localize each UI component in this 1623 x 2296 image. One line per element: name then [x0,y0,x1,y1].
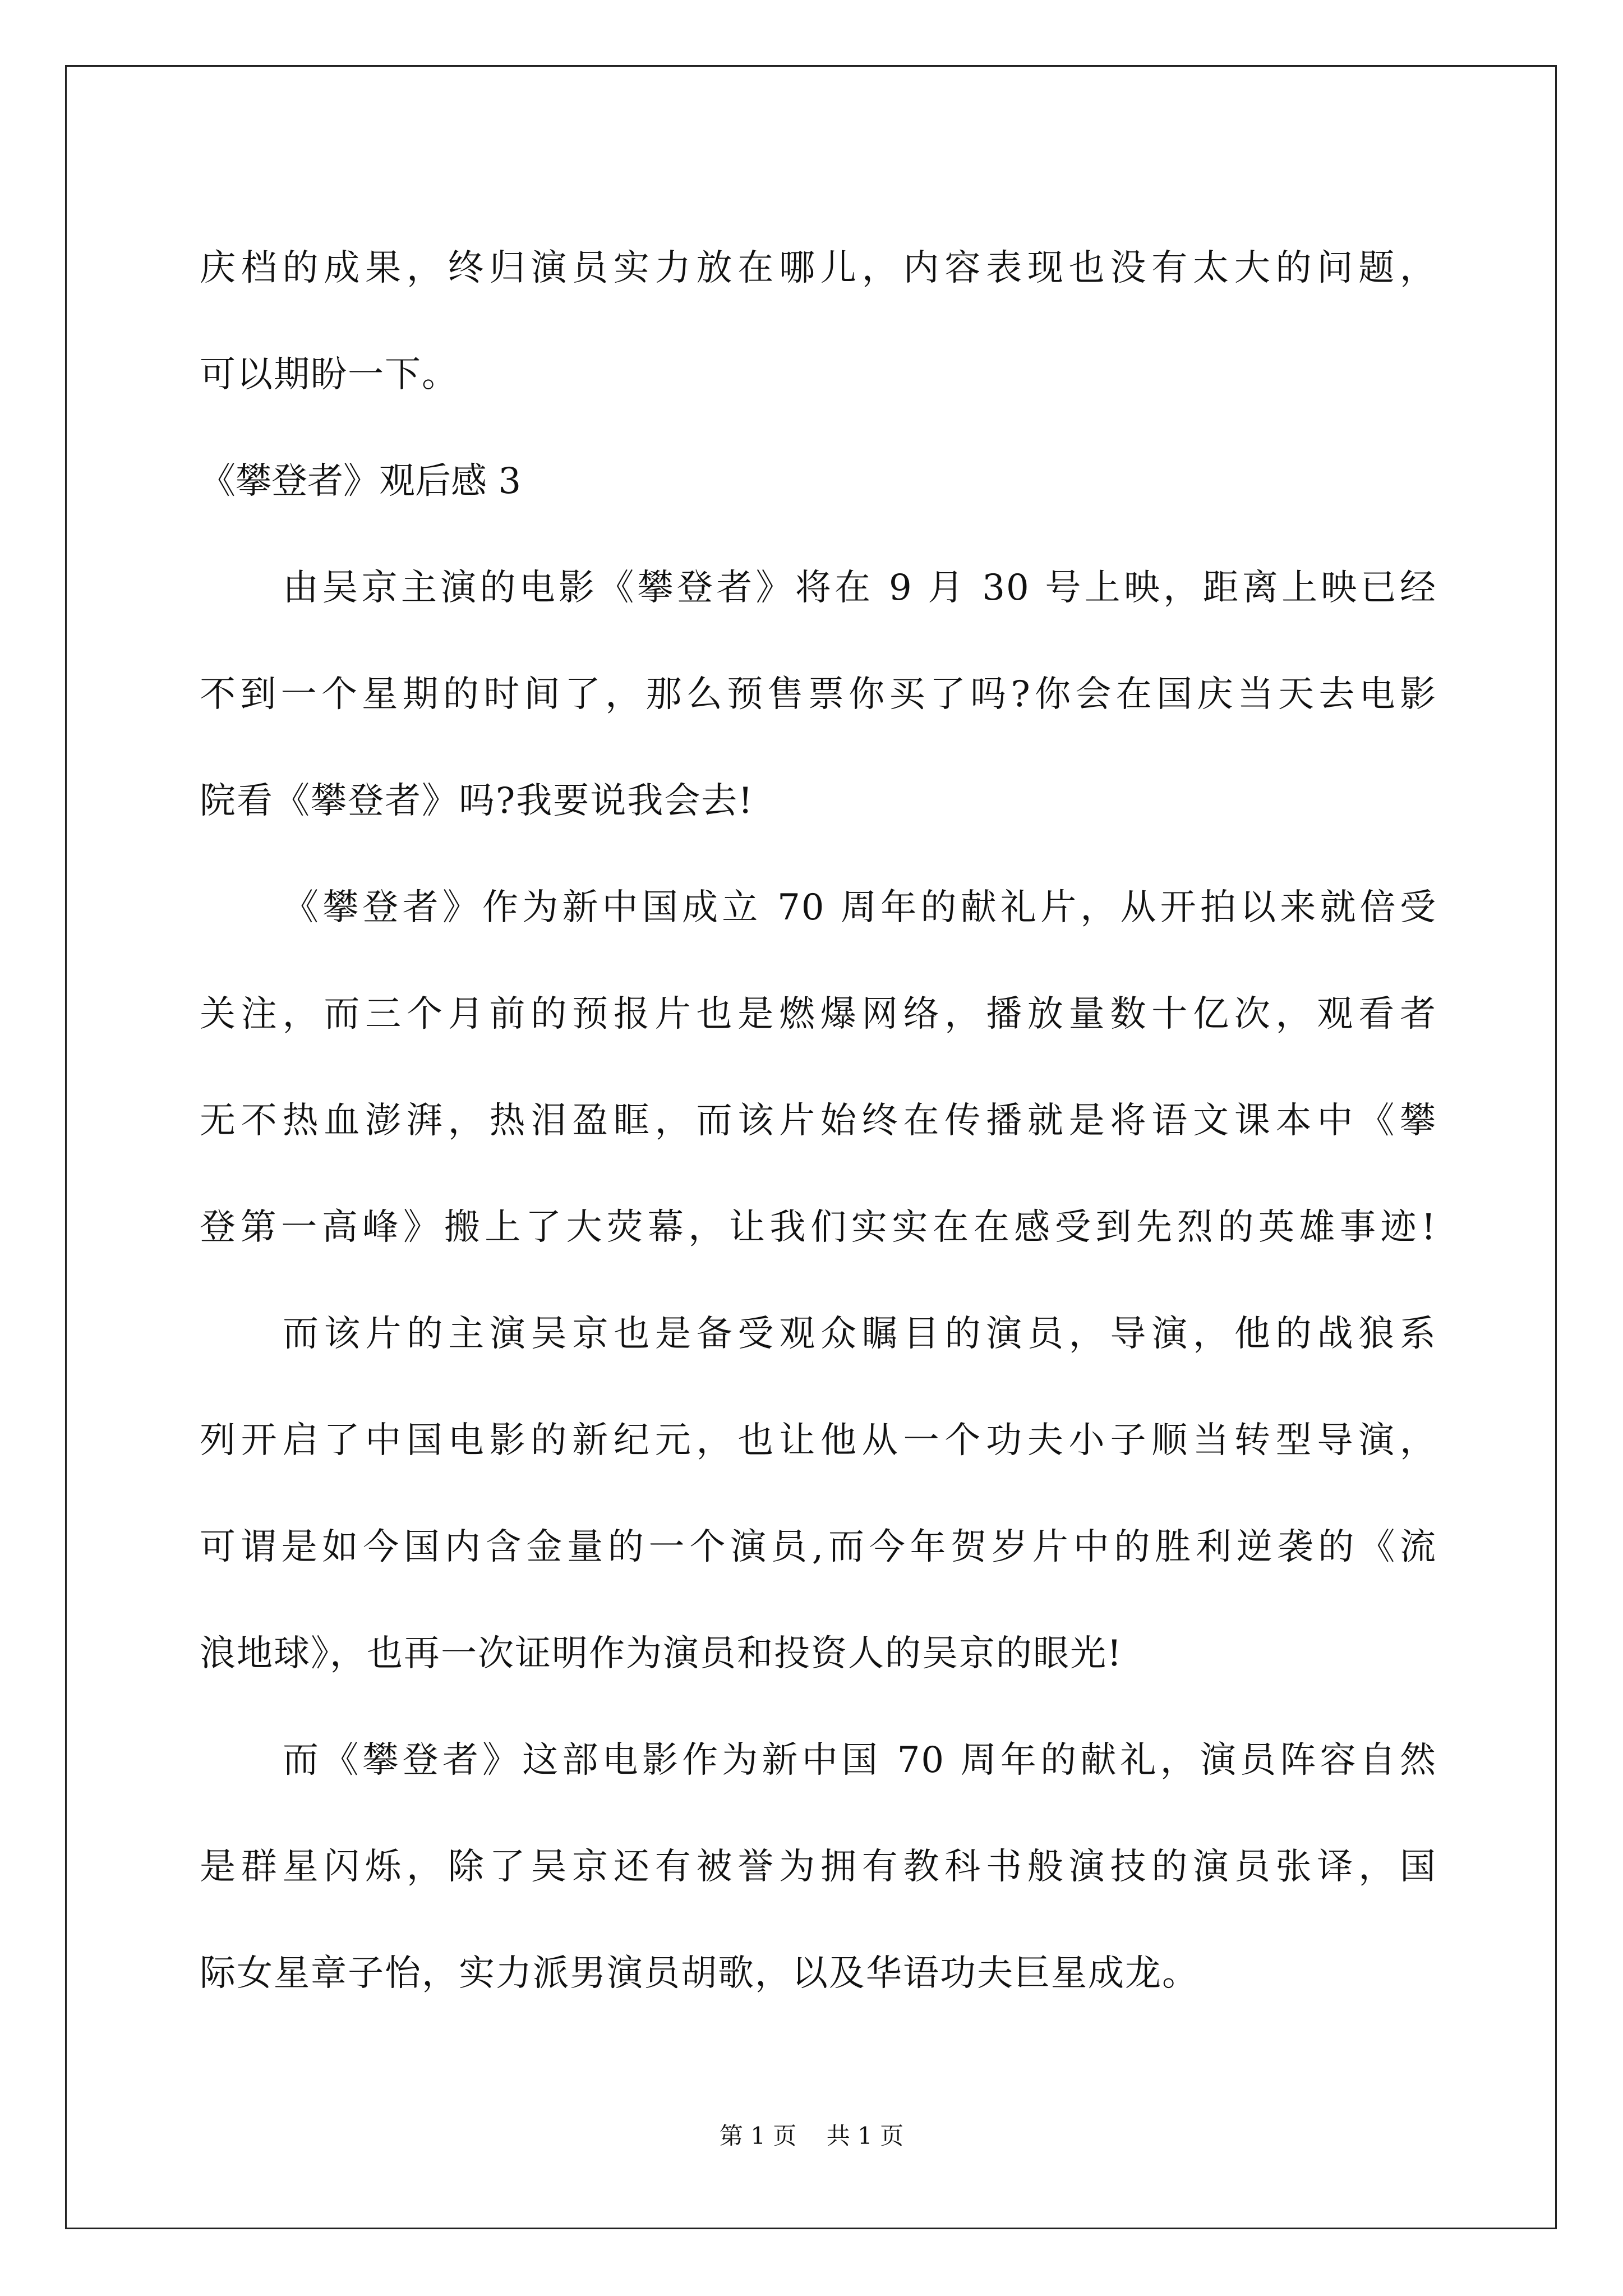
text-line-1: 庆档的成果，终归演员实力放在哪儿，内容表现也没有太大的问题， [200,247,1437,289]
text-line-2: 可以期盼一下。 [200,354,459,395]
document-body [200,215,1437,2027]
text-line-6: 院看《攀登者》吗?我要说我会去! [200,780,754,822]
text-line-7: 《攀登者》作为新中国成立 70 周年的献礼片，从开拍以来就倍受 [283,887,1437,928]
text-line-9: 无不热血澎湃，热泪盈眶，而该片始终在传播就是将语文课本中《攀 [200,1100,1437,1142]
text-line-11: 而该片的主演吴京也是备受观众瞩目的演员，导演，他的战狼系 [283,1313,1437,1355]
text-line-5: 不到一个星期的时间了，那么预售票你买了吗?你会在国庆当天去电影 [200,674,1437,715]
section-title: 《攀登者》观后感 3 [200,461,522,502]
text-line-8: 关注，而三个月前的预报片也是燃爆网络，播放量数十亿次，观看者 [200,993,1437,1035]
text-line-4: 由吴京主演的电影《攀登者》将在 9 月 30 号上映，距离上映已经 [283,567,1437,609]
text-line-16: 是群星闪烁，除了吴京还有被誉为拥有教科书般演技的演员张译，国 [200,1846,1437,1888]
text-line-10: 登第一高峰》搬上了大荧幕，让我们实实在在感受到先烈的英雄事迹! [200,1207,1437,1248]
text-line-13: 可谓是如今国内含金量的一个演员,而今年贺岁片中的胜利逆袭的《流 [200,1526,1437,1568]
text-line-14: 浪地球》，也再一次证明作为演员和投资人的吴京的眼光! [200,1633,1123,1674]
text-line-12: 列开启了中国电影的新纪元，也让他从一个功夫小子顺当转型导演， [200,1420,1437,1461]
page-number-footer: 第 1 页 共 1 页 [719,2122,904,2150]
text-line-17: 际女星章子怡，实力派男演员胡歌，以及华语功夫巨星成龙。 [200,1953,1199,1994]
text-line-15: 而《攀登者》这部电影作为新中国 70 周年的献礼，演员阵容自然 [283,1740,1437,1781]
